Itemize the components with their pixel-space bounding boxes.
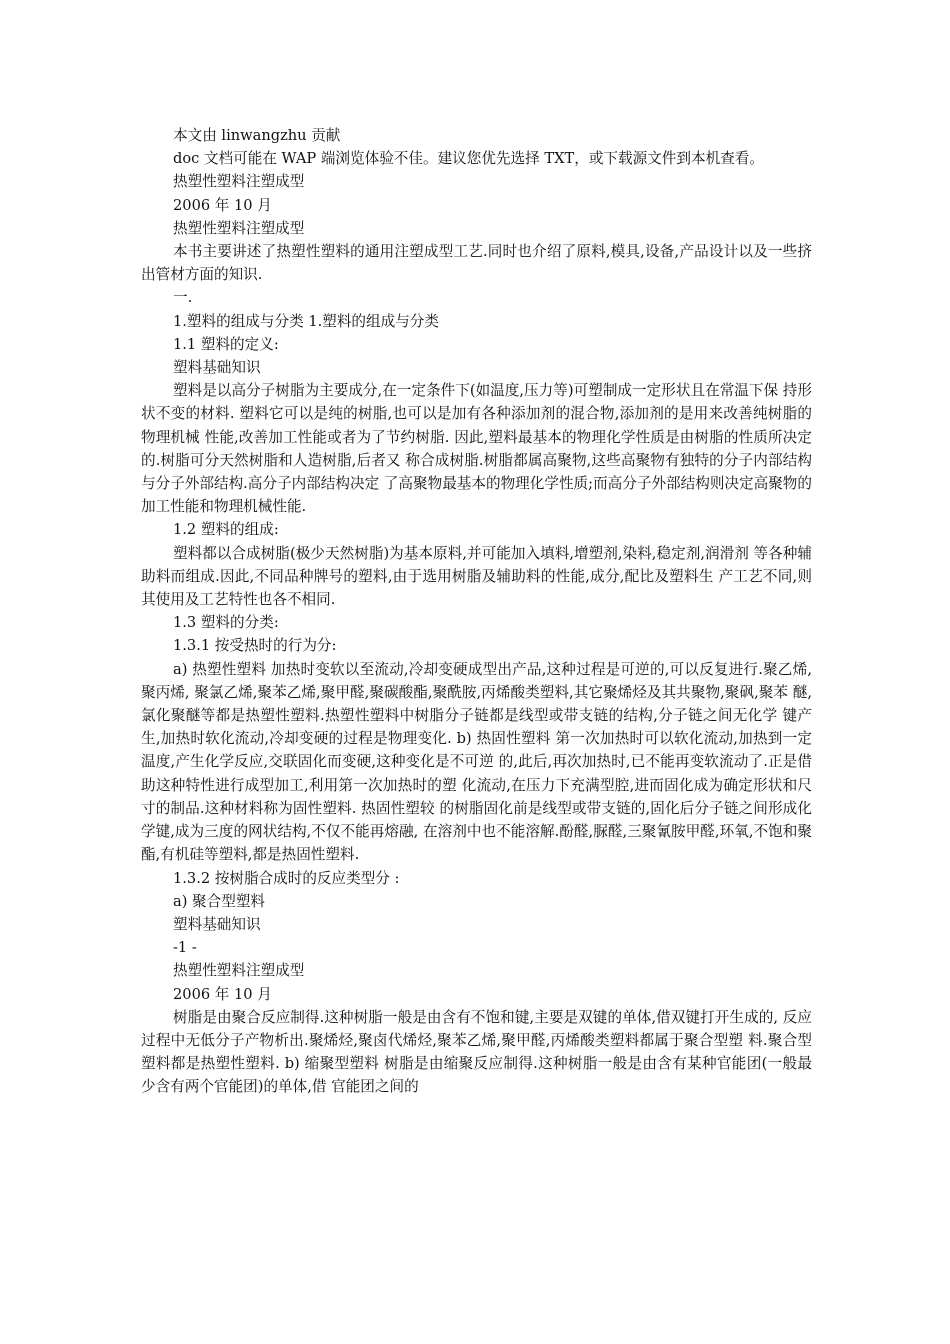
contributor-line: 本文由 linwangzhu 贡献 <box>173 127 341 144</box>
heading-1-3-1: 1.3.1 按受热时的行为分: <box>173 637 337 655</box>
document-body <box>141 124 812 1099</box>
page-number: -1 - <box>173 939 197 957</box>
composition-paragraph: 塑料都以合成树脂(极少天然树脂)为基本原料,并可能加入填料,增塑剂,染料,稳定剂,润滑剂 等各种辅助料而组成.因此,不同品种牌号的塑料,由于选用树脂及辅助料的性能,成分,配比及塑料生 产工艺不同,则其使用及工艺特性也各不相同. <box>141 544 812 609</box>
heading-1-3-2: 1.3.2 按树脂合成时的反应类型分 : <box>173 869 400 887</box>
running-title: 塑料基础知识 <box>173 915 261 933</box>
running-title: 塑料基础知识 <box>173 359 261 377</box>
thermal-behavior-paragraph: a) 热塑性塑料 加热时变软以至流动,冷却变硬成型出产品,这种过程是可逆的,可以反复进行.聚乙烯,聚丙烯, 聚氯乙烯,聚苯乙烯,聚甲醛,聚碳酸酯,聚酰胺,丙烯酸类塑料,其它聚烯烃及其共聚物,聚砜,聚苯 醚,氯化聚醚等都是热塑性塑料.热塑性塑料中树脂分子链都是线型或带支链的结构,分子链之间无化学 键产生,加热时软化流动,冷却变硬的过程是物理变化. b) 热固性塑料 第一次加热时可以软化流动,加热到一定温度,产生化学反应,交联固化而变硬,这种变化是不可逆 的,此后,再次加热时,已不能再变软流动了.正是借助这种特性进行成型加工,利用第一次加热时的塑 化流动,在压力下充满型腔,进而固化成为确定形状和尺寸的制品.这种材料称为固性塑料. 热固性塑较 的树脂固化前是线型或带支链的,固化后分子链之间形成化学键,成为三度的网状结构,不仅不能再熔融, 在溶剂中也不能溶解.酚醛,脲醛,三聚氰胺甲醛,环氧,不饱和聚酯,有机硅等塑料,都是热固性塑料. <box>141 660 812 864</box>
document-date: 2006 年 10 月 <box>173 196 272 214</box>
section-marker: 一. <box>173 289 193 307</box>
heading-1: 1.塑料的组成与分类 1.塑料的组成与分类 <box>173 312 439 330</box>
viewing-notice: doc 文档可能在 WAP 端浏览体验不佳。建议您优先选择 TXT，或下载源文件到本机查看。 <box>173 150 764 168</box>
document-title: 热塑性塑料注塑成型 <box>173 173 305 191</box>
definition-paragraph: 塑料是以高分子树脂为主要成分,在一定条件下(如温度,压力等)可塑制成一定形状且在常温下保 持形状不变的材料. 塑料它可以是纯的树脂,也可以是加有各种添加剂的混合物,添加剂的是用来改善纯树脂的物理机械 性能,改善加工性能或者为了节约树脂. 因此,塑料最基本的物理化学性质是由树脂的性质所决定的.树脂可分天然树脂和人造树脂,后者又 称合成树脂.树脂都属高聚物,这些高聚物有独特的分子内部结构与分子外部结构.高分子内部结构决定 了高聚物最基本的物理化学性质;而高分子外部结构则决定高聚物的加工性能和物理机械性能. <box>141 382 812 516</box>
heading-1-1: 1.1 塑料的定义: <box>173 335 279 353</box>
heading-1-2: 1.2 塑料的组成: <box>173 521 279 539</box>
intro-paragraph: 本书主要讲述了热塑性塑料的通用注塑成型工艺.同时也介绍了原料,模具,设备,产品设计以及一些挤出管材方面的知识. <box>141 243 812 284</box>
page-header-date: 2006 年 10 月 <box>173 985 272 1003</box>
list-item-a: a) 聚合型塑料 <box>173 892 266 910</box>
heading-1-3: 1.3 塑料的分类: <box>173 614 279 632</box>
polymer-paragraph: 树脂是由聚合反应制得.这种树脂一般是由含有不饱和键,主要是双键的单体,借双键打开生成的, 反应过程中无低分子产物析出.聚烯烃,聚卤代烯烃,聚苯乙烯,聚甲醛,丙烯酸类塑料都属于聚合型塑 料.聚合型塑料都是热塑性塑料. b) 缩聚型塑料 树脂是由缩聚反应制得.这种树脂一般是由含有某种官能团(一般最少含有两个官能团)的单体,借 官能团之间的 <box>141 1008 812 1096</box>
page-header-title: 热塑性塑料注塑成型 <box>173 962 305 980</box>
document-subtitle: 热塑性塑料注塑成型 <box>173 219 305 237</box>
